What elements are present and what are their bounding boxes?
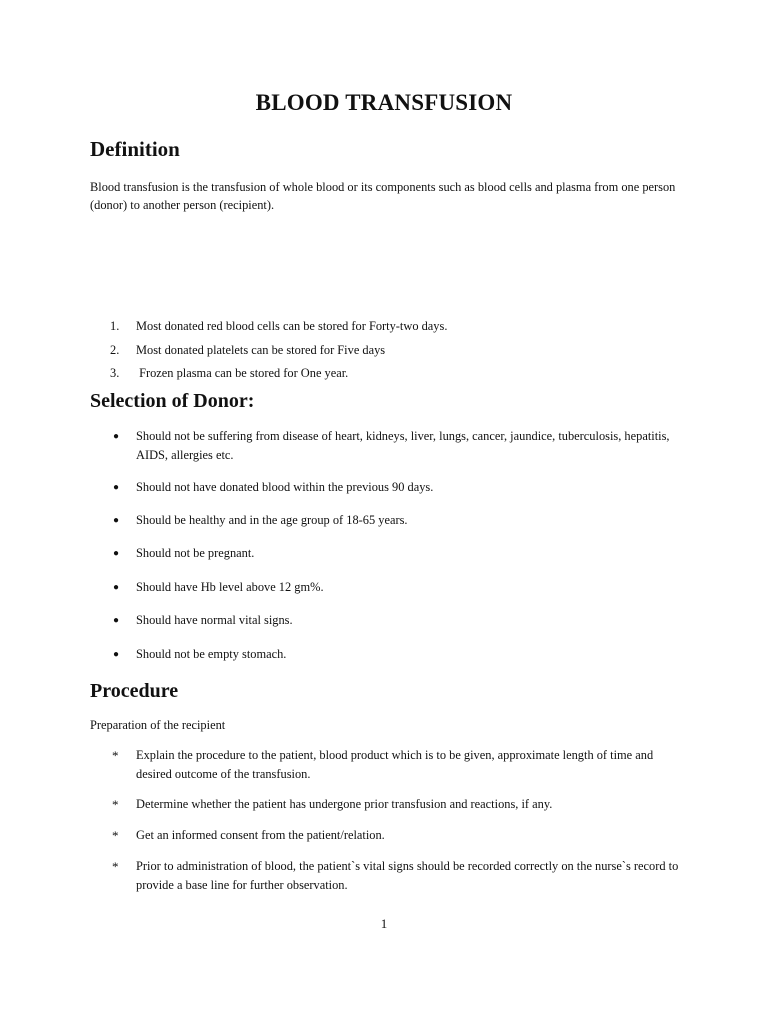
donor-selection-heading: Selection of Donor: <box>90 390 255 412</box>
list-item-text: Should have normal vital signs. <box>136 613 293 627</box>
list-item <box>110 578 690 597</box>
list-item-text: Should not have donated blood within the previous 90 days. <box>136 480 434 494</box>
list-item-text: Should not be suffering from disease of heart, kidneys, liver, lungs, cancer, jaundice, tuberculosis, hepatitis, AIDS, allergies etc. <box>136 429 670 462</box>
list-item <box>110 317 690 336</box>
page-number: 1 <box>380 916 388 931</box>
list-number: 2. <box>110 343 120 357</box>
list-number: 3. <box>110 366 120 380</box>
procedure-heading: Procedure <box>90 680 179 702</box>
list-item-text: Get an informed consent from the patient/relation. <box>136 828 385 842</box>
bullet-dot-icon: ● <box>113 515 120 526</box>
asterisk-icon: * <box>112 748 119 763</box>
list-item <box>110 478 690 497</box>
list-item <box>110 364 690 383</box>
list-item <box>110 857 690 895</box>
bullet-dot-icon: ● <box>113 548 120 559</box>
bullet-dot-icon: ● <box>113 431 120 442</box>
list-item-text: Frozen plasma can be stored for One year. <box>136 366 349 380</box>
list-item <box>110 645 690 664</box>
list-item <box>110 511 690 530</box>
page-title: BLOOD TRANSFUSION <box>255 90 513 115</box>
list-item <box>110 611 690 630</box>
list-item-text: Should not be pregnant. <box>136 546 255 560</box>
list-item-text: Should have Hb level above 12 gm%. <box>136 580 324 594</box>
list-item-text: Should be healthy and in the age group of 18-65 years. <box>136 513 408 527</box>
definition-text: Blood transfusion is the transfusion of whole blood or its components such as blood cells and plasma from one person (donor) to another person (recipient). <box>90 180 676 212</box>
list-item <box>110 746 690 784</box>
asterisk-icon: * <box>112 828 119 843</box>
bullet-dot-icon: ● <box>113 582 120 593</box>
bullet-dot-icon: ● <box>113 649 120 660</box>
procedure-subheading: Preparation of the recipient <box>90 718 226 732</box>
list-item-text: Most donated platelets can be stored for Five days <box>136 343 386 357</box>
list-item-text: Most donated red blood cells can be stored for Forty-two days. <box>136 319 448 333</box>
list-number: 1. <box>110 319 120 333</box>
bullet-dot-icon: ● <box>113 615 120 626</box>
list-item-text: Prior to administration of blood, the patient`s vital signs should be recorded correctly on the nurse`s record to provide a base line for further observation. <box>136 859 679 892</box>
bullet-dot-icon: ● <box>113 482 120 493</box>
definition-heading: Definition <box>90 137 180 161</box>
asterisk-icon: * <box>112 859 119 874</box>
list-item-text: Determine whether the patient has undergone prior transfusion and reactions, if any. <box>136 797 553 811</box>
list-item <box>110 341 690 360</box>
list-item-text: Should not be empty stomach. <box>136 647 287 661</box>
list-item <box>110 795 690 814</box>
list-item <box>110 427 690 465</box>
asterisk-icon: * <box>112 797 119 812</box>
list-item-text: Explain the procedure to the patient, blood product which is to be given, approximate length of time and desired outcome of the transfusion. <box>136 748 654 781</box>
list-item <box>110 826 690 845</box>
list-item <box>110 544 690 563</box>
